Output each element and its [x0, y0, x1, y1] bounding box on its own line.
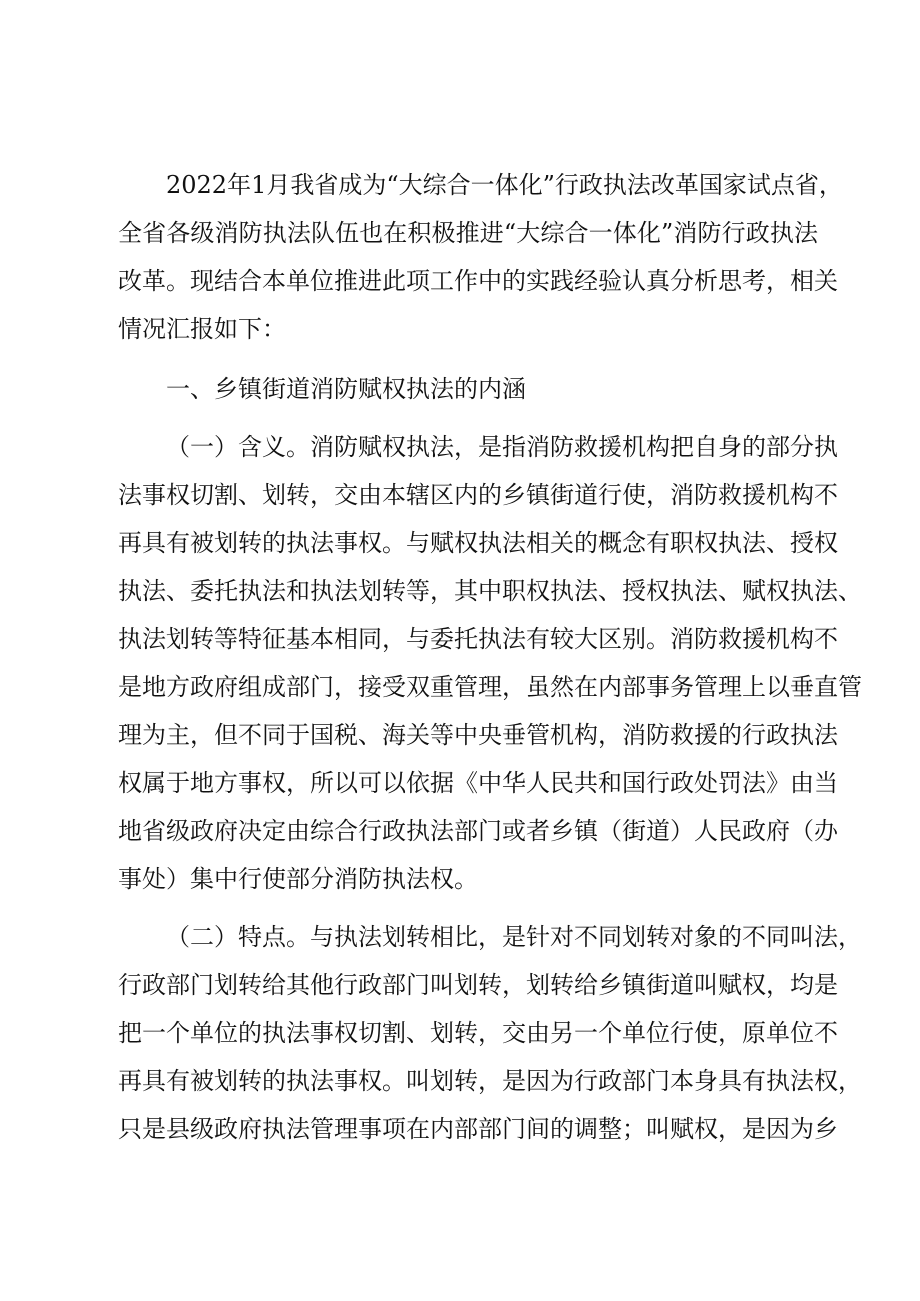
paragraph-1-line-1: 2022年1月我省成为“大综合一体化”行政执法改革国家试点省， — [166, 171, 843, 199]
paragraph-3-line-4: 再具有被划转的执法事权。叫划转，是因为行政部门本身具有执法权， — [118, 1067, 862, 1095]
paragraph-2-line-5: 执法划转等特征基本相同，与委托执法有较大区别。消防救援机构不 — [118, 625, 838, 653]
paragraph-1-line-4: 情况汇报如下： — [118, 315, 286, 343]
paragraph-1-line-3: 改革。现结合本单位推进此项工作中的实践经验认真分析思考，相关 — [118, 267, 838, 295]
paragraph-2-line-1: （一）含义。消防赋权执法，是指消防救援机构把自身的部分执 — [166, 433, 838, 461]
paragraph-3-line-5: 只是县级政府执法管理事项在内部部门间的调整；叫赋权，是因为乡 — [118, 1115, 838, 1143]
paragraph-2-line-6: 是地方政府组成部门，接受双重管理，虽然在内部事务管理上以垂直管 — [118, 673, 862, 701]
paragraph-2-line-4: 执法、委托执法和执法划转等，其中职权执法、授权执法、赋权执法、 — [118, 577, 862, 605]
paragraph-3-line-1: （二）特点。与执法划转相比，是针对不同划转对象的不同叫法， — [166, 923, 862, 951]
paragraph-2-line-2: 法事权切割、划转，交由本辖区内的乡镇街道行使，消防救援机构不 — [118, 481, 838, 509]
paragraph-2-line-8: 权属于地方事权，所以可以依据《中华人民共和国行政处罚法》由当 — [118, 769, 838, 797]
paragraph-2-line-7: 理为主，但不同于国税、海关等中央垂管机构，消防救援的行政执法 — [118, 721, 838, 749]
paragraph-3-line-2: 行政部门划转给其他行政部门叫划转，划转给乡镇街道叫赋权，均是 — [118, 971, 838, 999]
paragraph-2-line-3: 再具有被划转的执法事权。与赋权执法相关的概念有职权执法、授权 — [118, 529, 838, 557]
paragraph-2-line-9: 地省级政府决定由综合行政执法部门或者乡镇（街道）人民政府（办 — [118, 817, 838, 845]
paragraph-1-line-2: 全省各级消防执法队伍也在积极推进“大综合一体化”消防行政执法 — [118, 219, 818, 247]
paragraph-3-line-3: 把一个单位的执法事权切割、划转，交由另一个单位行使，原单位不 — [118, 1019, 838, 1047]
section-heading: 一、乡镇街道消防赋权执法的内涵 — [166, 375, 526, 403]
paragraph-2-line-10: 事处）集中行使部分消防执法权。 — [118, 865, 478, 893]
